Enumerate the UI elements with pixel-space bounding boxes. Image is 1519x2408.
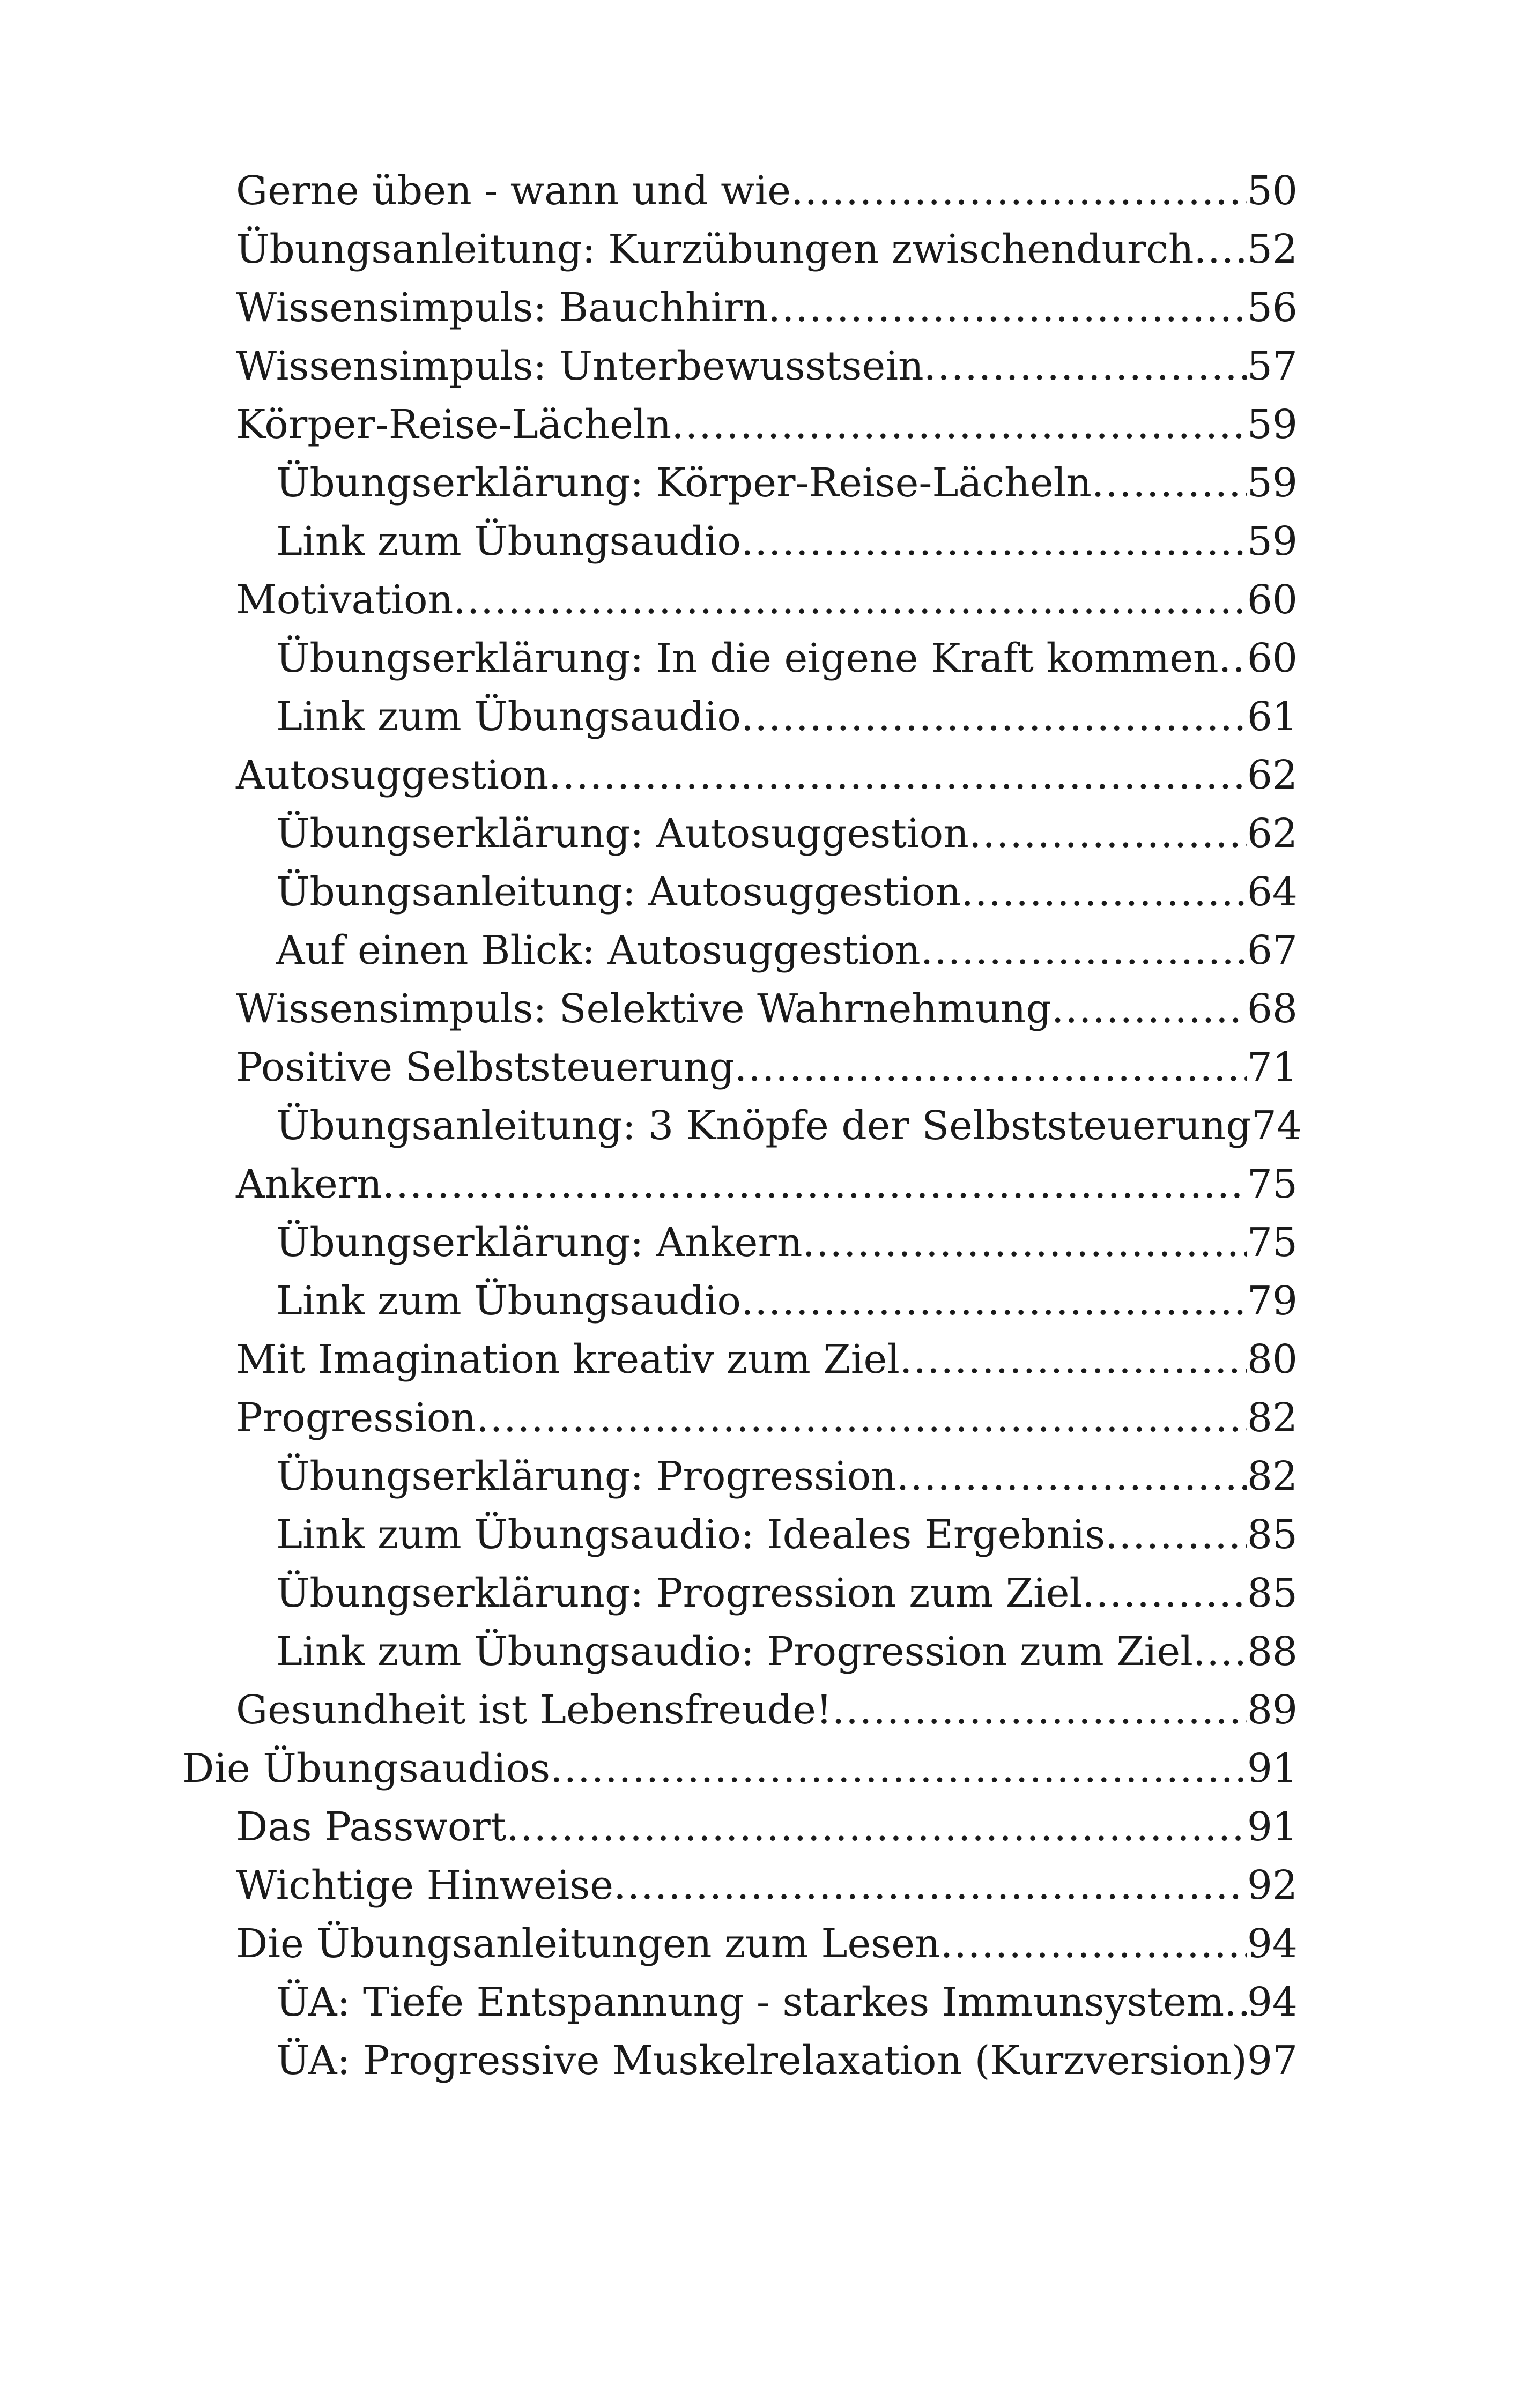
toc-entry-page-number: 71 (1247, 1044, 1298, 1090)
toc-leader-dots (741, 688, 1247, 746)
toc-entry-title: Gesundheit ist Lebensfreude! (236, 1687, 832, 1733)
toc-entry-title: Die Übungsaudios (182, 1745, 551, 1792)
toc-entry-title: Das Passwort (236, 1804, 507, 1850)
toc-entry[interactable] (182, 2032, 1298, 2090)
toc-entry[interactable] (182, 396, 1298, 454)
toc-entry-page-number: 85 (1247, 1512, 1298, 1558)
toc-entry[interactable] (182, 571, 1298, 629)
toc-leader-dots (741, 512, 1247, 571)
toc-leader-dots (1193, 1623, 1247, 1681)
toc-entry-page-number: 91 (1247, 1804, 1298, 1850)
toc-leader-dots (900, 1331, 1247, 1389)
toc-entry[interactable] (182, 629, 1298, 688)
toc-entry-page-number: 94 (1247, 1921, 1298, 1967)
toc-entry-title: Übungsanleitung: Autosuggestion (276, 869, 961, 915)
toc-leader-dots (802, 1214, 1247, 1272)
toc-entry[interactable] (182, 1623, 1298, 1681)
toc-entry[interactable] (182, 162, 1298, 220)
toc-entry-page-number: 82 (1247, 1395, 1298, 1441)
toc-entry[interactable] (182, 1272, 1298, 1331)
toc-entry[interactable] (182, 1447, 1298, 1506)
toc-entry-page-number: 56 (1247, 285, 1298, 331)
toc-entry[interactable] (182, 1564, 1298, 1623)
toc-leader-dots (896, 1447, 1247, 1506)
toc-entry[interactable] (182, 1798, 1298, 1856)
toc-leader-dots (961, 863, 1247, 921)
toc-leader-dots (1194, 220, 1247, 279)
toc-entry[interactable] (182, 1856, 1298, 1915)
toc-entry-title: Auf einen Blick: Autosuggestion (276, 927, 921, 973)
toc-entry-title: Übungsanleitung: 3 Knöpfe der Selbststeuerung (276, 1103, 1251, 1149)
toc-entry[interactable] (182, 454, 1298, 512)
toc-leader-dots (382, 1155, 1247, 1214)
toc-leader-dots (1105, 1506, 1247, 1564)
toc-entry-title: ÜA: Tiefe Entspannung - starkes Immunsystem (276, 1979, 1225, 2025)
toc-entry-title: Übungsanleitung: Kurzübungen zwischendurch (236, 226, 1194, 272)
toc-leader-dots (613, 1856, 1247, 1915)
toc-entry-page-number: 57 (1247, 343, 1298, 389)
toc-leader-dots (1082, 1564, 1247, 1623)
toc-leader-dots (924, 337, 1247, 396)
toc-entry-page-number: 52 (1247, 226, 1298, 272)
toc-leader-dots (735, 1038, 1247, 1097)
toc-entry[interactable] (182, 1389, 1298, 1447)
toc-leader-dots (671, 396, 1247, 454)
toc-entry-title: Link zum Übungsaudio (276, 518, 741, 564)
toc-entry[interactable] (182, 1331, 1298, 1389)
toc-entry-title: Ankern (236, 1161, 382, 1207)
toc-entry-page-number: 62 (1247, 811, 1298, 857)
toc-entry-title: Link zum Übungsaudio (276, 1278, 741, 1324)
toc-entry-page-number: 85 (1247, 1570, 1298, 1616)
toc-entry-title: Übungserklärung: Progression zum Ziel (276, 1570, 1083, 1616)
toc-entry-title: Wissensimpuls: Selektive Wahrnehmung (236, 986, 1051, 1032)
toc-entry-page-number: 88 (1247, 1629, 1298, 1675)
toc-entry[interactable] (182, 1038, 1298, 1097)
toc-entry-title: Übungserklärung: Progression (276, 1453, 896, 1499)
toc-leader-dots (1051, 980, 1247, 1038)
toc-entry-page-number: 68 (1247, 986, 1298, 1032)
toc-entry-title: ÜA: Progressive Muskelrelaxation (Kurzversion) (276, 2038, 1247, 2084)
toc-entry-page-number: 67 (1247, 927, 1298, 973)
toc-entry[interactable] (182, 1740, 1298, 1798)
toc-entry-title: Übungserklärung: Autosuggestion (276, 811, 969, 857)
toc-entry-title: Gerne üben - wann und wie (236, 168, 791, 214)
toc-entry-page-number: 62 (1247, 752, 1298, 798)
toc-entry-title: Die Übungsanleitungen zum Lesen (236, 1921, 940, 1967)
toc-entry[interactable] (182, 512, 1298, 571)
toc-entry-page-number: 82 (1247, 1453, 1298, 1499)
toc-entry-title: Link zum Übungsaudio: Progression zum Ziel (276, 1629, 1193, 1675)
toc-entry-title: Progression (236, 1395, 477, 1441)
toc-entry[interactable] (182, 746, 1298, 805)
toc-leader-dots (549, 746, 1247, 805)
toc-leader-dots (1092, 454, 1247, 512)
toc-entry-title: Übungserklärung: Körper-Reise-Lächeln (276, 460, 1092, 506)
toc-entry[interactable] (182, 921, 1298, 980)
toc-leader-dots (969, 805, 1247, 863)
toc-entry-page-number: 80 (1247, 1336, 1298, 1383)
toc-entry[interactable] (182, 1681, 1298, 1740)
toc-entry[interactable] (182, 688, 1298, 746)
toc-entry[interactable] (182, 1915, 1298, 1973)
toc-entry-page-number: 97 (1247, 2038, 1298, 2084)
toc-entry-page-number: 79 (1247, 1278, 1298, 1324)
toc-entry-page-number: 59 (1247, 402, 1298, 448)
toc-leader-dots (550, 1740, 1247, 1798)
toc-entry-title: Link zum Übungsaudio (276, 694, 741, 740)
toc-leader-dots (921, 921, 1247, 980)
toc-entry-page-number: 75 (1247, 1220, 1298, 1266)
toc-entry-page-number: 91 (1247, 1745, 1298, 1792)
toc-leader-dots (791, 162, 1247, 220)
toc-entry[interactable] (182, 220, 1298, 279)
toc-entry[interactable] (182, 805, 1298, 863)
toc-entry[interactable] (182, 279, 1298, 337)
toc-entry-title: Autosuggestion (236, 752, 549, 798)
toc-entry-page-number: 92 (1247, 1862, 1298, 1908)
toc-entry-title: Positive Selbststeuerung (236, 1044, 735, 1090)
toc-entry-page-number: 59 (1247, 460, 1298, 506)
toc-leader-dots (768, 279, 1247, 337)
toc-entry-page-number: 74 (1251, 1103, 1302, 1149)
table-of-contents (182, 162, 1302, 2090)
toc-entry-title: Körper-Reise-Lächeln (236, 402, 672, 448)
toc-leader-dots (741, 1272, 1247, 1331)
toc-entry-page-number: 50 (1247, 168, 1298, 214)
toc-entry-title: Wichtige Hinweise (236, 1862, 614, 1908)
toc-entry-title: Mit Imagination kreativ zum Ziel (236, 1336, 900, 1383)
toc-entry[interactable] (182, 1506, 1298, 1564)
toc-entry-title: Wissensimpuls: Bauchhirn (236, 285, 768, 331)
toc-entry-title: Übungserklärung: Ankern (276, 1220, 803, 1266)
toc-entry[interactable] (182, 1973, 1298, 2032)
toc-entry[interactable] (182, 1097, 1302, 1155)
toc-entry-page-number: 59 (1247, 518, 1298, 564)
toc-entry-title: Link zum Übungsaudio: Ideales Ergebnis (276, 1512, 1106, 1558)
toc-entry-page-number: 64 (1247, 869, 1298, 915)
toc-entry[interactable] (182, 863, 1298, 921)
toc-leader-dots (940, 1915, 1247, 1973)
toc-leader-dots (832, 1681, 1247, 1740)
toc-entry-title: Wissensimpuls: Unterbewusstsein (236, 343, 924, 389)
toc-entry[interactable] (182, 337, 1298, 396)
toc-entry-page-number: 75 (1247, 1161, 1298, 1207)
toc-entry-page-number: 89 (1247, 1687, 1298, 1733)
toc-entry-page-number: 60 (1247, 635, 1298, 681)
toc-entry[interactable] (182, 980, 1298, 1038)
toc-entry-page-number: 61 (1247, 694, 1298, 740)
toc-leader-dots (453, 571, 1247, 629)
toc-leader-dots (476, 1389, 1247, 1447)
toc-entry-page-number: 94 (1247, 1979, 1298, 2025)
toc-entry-page-number: 60 (1247, 577, 1298, 623)
toc-leader-dots (1224, 1973, 1247, 2032)
toc-leader-dots (1219, 629, 1247, 688)
toc-leader-dots (507, 1798, 1247, 1856)
toc-entry-title: Motivation (236, 577, 454, 623)
toc-entry-title: Übungserklärung: In die eigene Kraft kommen (276, 635, 1219, 681)
toc-entry[interactable] (182, 1155, 1298, 1214)
toc-entry[interactable] (182, 1214, 1298, 1272)
